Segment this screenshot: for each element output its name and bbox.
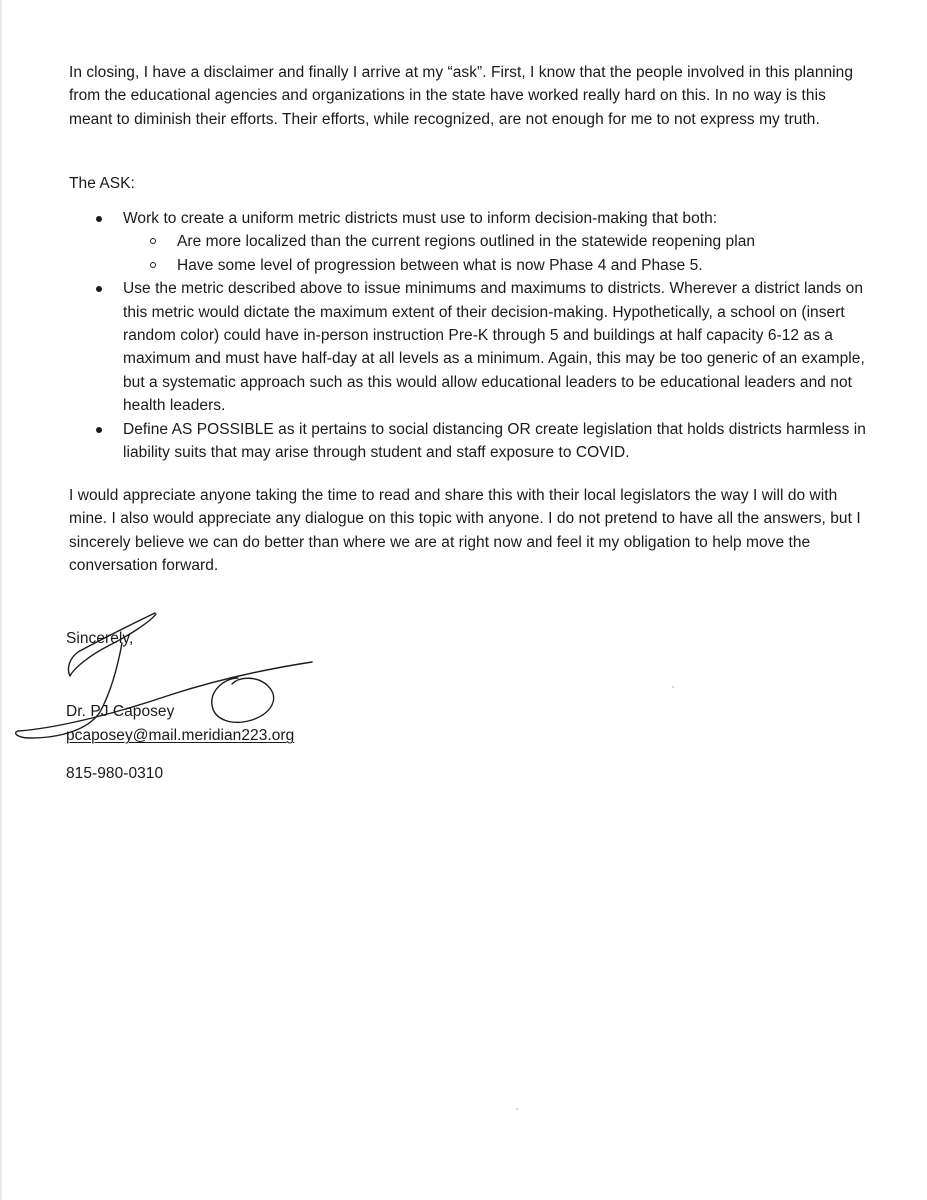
ask-item-2-text: Use the metric described above to issue minimums and maximums to districts. Wherever a district lands on this metric would dictate the maximum extent of their decision-making. Hypothetically, a school on (insert random color) could have in-person instruction Pre-K through 5 and buildings at half capacity 6-12 as a maximum and must have half-day at all levels as a minimum. Again, this may be too generic of an example, but a systematic approach such as this would allow educational leaders to be educational leaders and not health leaders.	[123, 280, 865, 415]
closing-paragraph: In closing, I have a disclaimer and finally I arrive at my “ask”. First, I know that the people involved in this planning from the educational agencies and organizations in the state have worked really hard on this. In no way is this meant to diminish their efforts. Their efforts, while recognized, are not enough for me to not express my truth.	[69, 64, 854, 128]
signer-name: Dr. PJ Caposey	[66, 703, 175, 720]
hollow-bullet-icon	[150, 262, 156, 268]
hollow-bullet-icon	[150, 238, 156, 244]
ask-item-1-text: Work to create a uniform metric districts must use to inform decision-making that both:	[123, 210, 718, 227]
appreciate-paragraph: I would appreciate anyone taking the time to read and share this with their local legislators the way I will do with mine. I also would appreciate any dialogue on this topic with anyone. I do not pretend to have all the answers, but I sincerely believe we can do better than where we are at right now and feel it my obligation to help move the conversation forward.	[69, 487, 861, 575]
bullet-icon	[96, 427, 102, 433]
ask-item-3-text: Define AS POSSIBLE as it pertains to social distancing OR create legislation that holds districts harmless in liability suits that may arise through student and staff exposure to COVID.	[123, 420, 866, 462]
ask-item-1	[69, 207, 879, 277]
signer-email-link[interactable]: pcaposey@mail.meridian223.org	[66, 727, 295, 744]
bullet-icon	[96, 286, 102, 292]
ask-item-2	[69, 277, 879, 417]
scan-speck	[516, 1108, 518, 1110]
scan-speck	[672, 686, 674, 688]
ask-sub-item-2-text: Have some level of progression between what is now Phase 4 and Phase 5.	[177, 256, 703, 274]
ask-sub-item-2	[123, 254, 879, 277]
scan-edge	[0, 0, 2, 1200]
signer-phone: 815-980-0310	[66, 765, 164, 782]
ask-heading: The ASK:	[69, 175, 135, 192]
ask-sub-item-1	[123, 230, 879, 253]
signature-stroke-loop	[212, 678, 274, 722]
closing-salutation: Sincerely,	[66, 630, 134, 647]
bullet-icon	[96, 216, 102, 222]
ask-item-3	[69, 418, 879, 465]
ask-sub-list	[123, 230, 879, 277]
ask-list	[69, 207, 879, 464]
ask-sub-item-1-text: Are more localized than the current regions outlined in the statewide reopening plan	[177, 233, 756, 251]
